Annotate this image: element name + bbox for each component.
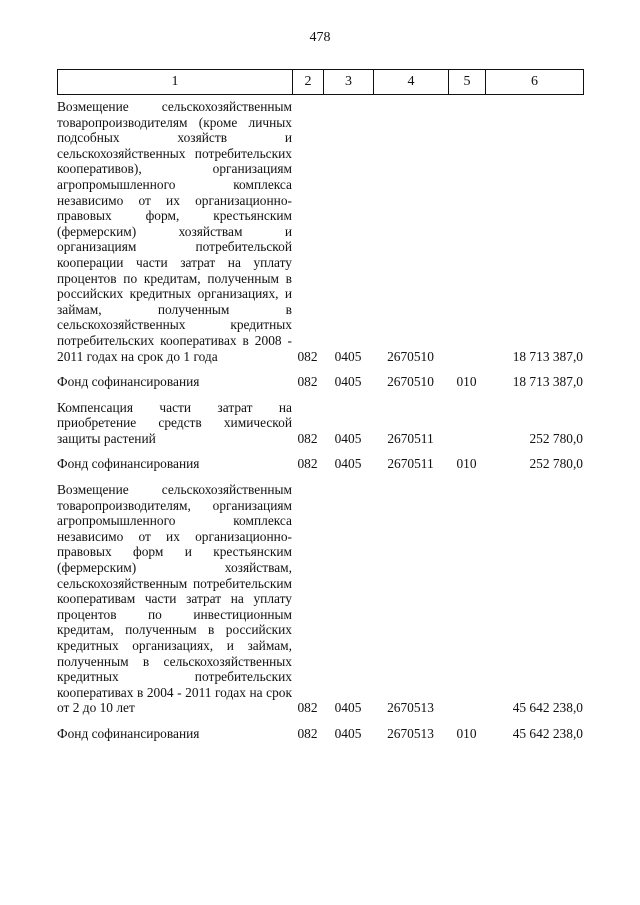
row-code-section: 0405 <box>334 348 362 364</box>
row-code-expense-type: 010 <box>456 374 477 390</box>
page-number: 478 <box>309 30 331 45</box>
row-code-article: 2670511 <box>387 430 434 446</box>
row-code-section: 0405 <box>334 374 362 390</box>
row-name: Фонд софинансирования <box>57 456 200 472</box>
row-code-expense-type <box>448 400 485 447</box>
column-header-3: 3 <box>324 70 374 95</box>
table-row <box>57 482 583 716</box>
row-code-article: 2670510 <box>387 348 434 364</box>
row-amount: 252 780,0 <box>529 456 583 472</box>
row-code-section: 0405 <box>334 430 362 446</box>
row-amount: 18 713 387,0 <box>512 374 583 390</box>
column-header-row <box>58 70 584 95</box>
table-row <box>57 99 583 364</box>
column-header-5: 5 <box>449 70 486 95</box>
row-code-article: 2670510 <box>387 374 434 390</box>
column-header-1: 1 <box>58 70 293 95</box>
row-code-article: 2670513 <box>387 700 434 716</box>
row-code-expense-type <box>448 99 485 364</box>
column-header-2: 2 <box>293 70 324 95</box>
row-code-article: 2670513 <box>387 725 434 741</box>
row-code-section: 0405 <box>334 456 362 472</box>
row-name: Компенсация части затрат на приобретение средств химической защиты растений <box>57 399 292 446</box>
row-name: Фонд софинансирования <box>57 725 200 741</box>
column-header-6: 6 <box>486 70 584 95</box>
budget-table <box>57 99 583 742</box>
row-code-expense-type: 010 <box>456 725 477 741</box>
row-name: Фонд софинансирования <box>57 374 200 390</box>
row-amount: 45 642 238,0 <box>512 700 583 716</box>
column-header-4: 4 <box>374 70 449 95</box>
table-row <box>57 374 583 390</box>
row-code-expense-type <box>448 482 485 716</box>
row-code-expense-type: 010 <box>456 456 477 472</box>
row-code-ministry: 082 <box>297 700 318 716</box>
row-code-ministry: 082 <box>297 348 318 364</box>
row-code-article: 2670511 <box>387 456 434 472</box>
row-code-section: 0405 <box>334 700 362 716</box>
table-row <box>57 726 583 742</box>
row-amount: 252 780,0 <box>529 430 583 446</box>
row-amount: 18 713 387,0 <box>512 348 583 364</box>
table-row <box>57 456 583 472</box>
row-code-ministry: 082 <box>297 430 318 446</box>
row-name: Возмещение сельскохозяйственным товаропроизводителям (кроме личных подсобных хозяйств и сельскохозяйственных потребительских кооперативов), организациям агропромышленного комплекса независимо от их организационно-правовых форм, крестьянским (фермерским) хозяйствам и организациям потребительской кооперации части затрат на уплату процентов по кредитам, полученным в российских кредитных организациях, и займам, полученным в сельскохозяйственных кредитных потребительских кооперативах в 2008 - 2011 годах на срок до 1 года <box>57 99 292 364</box>
row-code-section: 0405 <box>334 725 362 741</box>
row-name: Возмещение сельскохозяйственным товаропроизводителям, организациям агропромышленного комплекса независимо от их организационно-правовых форм и крестьянским (фермерским) хозяйствам, сельскохозяйственным потребительским кооперативам части затрат на уплату процентов по инвестиционным кредитам, полученным в российских кредитных организациях, и займам, полученным в сельскохозяйственных кредитных потребительских кооперативах в 2004 - 2011 годах на срок от 2 до 10 лет <box>57 482 292 716</box>
row-code-ministry: 082 <box>297 374 318 390</box>
row-code-ministry: 082 <box>297 725 318 741</box>
column-header-table <box>57 69 584 95</box>
table-row <box>57 400 583 447</box>
row-amount: 45 642 238,0 <box>512 725 583 741</box>
row-code-ministry: 082 <box>297 456 318 472</box>
